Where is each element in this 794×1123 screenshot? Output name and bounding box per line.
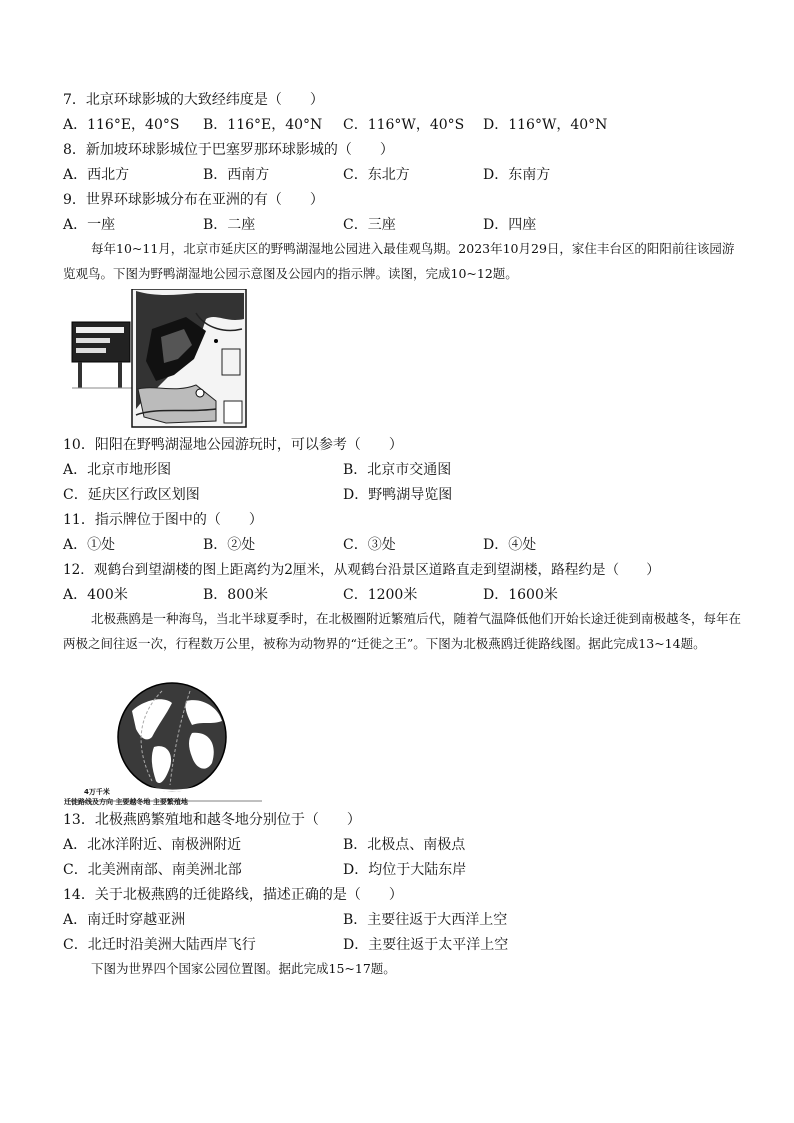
map-scale-label: 4万千米 — [84, 788, 110, 796]
q11-option-b: B．②处 — [203, 537, 256, 553]
question-7-stem: 7．北京环球影城的大致经纬度是（ ） — [63, 92, 324, 108]
question-9-stem: 9．世界环球影城分布在亚洲的有（ ） — [63, 192, 324, 208]
q12-option-b: B．800米 — [203, 587, 269, 603]
q7-option-a: A．116°E，40°S — [63, 117, 180, 133]
passage-arctic-tern: 北极燕鸥是一种海鸟，当北半球夏季时，在北极圈附近繁殖后代，随着气温降低他们开始长途迁徙到南极越冬，每年在两极之间往返一次，行程数万公里，被称为动物界的“迁徙之王”。下图为北极燕鸥迁徙路线图。据此完成13~14题。 — [63, 611, 742, 651]
q8-option-a: A．西北方 — [63, 167, 130, 183]
q13-option-a: A．北冰洋附近、南极洲附近 — [63, 837, 242, 853]
q7-option-b: B．116°E，40°N — [203, 117, 323, 133]
q7-option-c: C．116°W，40°S — [343, 117, 465, 133]
q14-option-d: D．主要往返于太平洋上空 — [343, 937, 509, 953]
q12-option-c: C．1200米 — [343, 587, 418, 603]
question-12-stem: 12．观鹤台到望湖楼的图上距离约为2厘米，从观鹤台沿景区道路直走到望湖楼，路程约是（ ） — [63, 562, 660, 578]
q10-option-d: D．野鸭湖导览图 — [343, 487, 453, 503]
question-14-stem: 14．关于北极燕鸥的迁徙路线，描述正确的是（ ） — [63, 887, 403, 903]
q13-option-b: B．北极点、南极点 — [343, 837, 466, 853]
q11-option-c: C．③处 — [343, 537, 396, 553]
wetland-park-figure — [66, 289, 248, 429]
wetland-park-map-image — [66, 289, 248, 429]
q13-option-d: D．均位于大陆东岸 — [343, 862, 467, 878]
q11-option-a: A．①处 — [63, 537, 116, 553]
q10-option-a: A．北京市地形图 — [63, 462, 172, 478]
question-8-stem: 8．新加坡环球影城位于巴塞罗那环球影城的（ ） — [63, 142, 394, 158]
question-13-stem: 13．北极燕鸥繁殖地和越冬地分别位于（ ） — [63, 812, 361, 828]
q9-option-d: D．四座 — [483, 217, 537, 233]
question-11-stem: 11．指示牌位于图中的（ ） — [63, 512, 263, 528]
q14-option-b: B．主要往返于大西洋上空 — [343, 912, 508, 928]
q8-option-b: B．西南方 — [203, 167, 270, 183]
q9-option-c: C．三座 — [343, 217, 396, 233]
q14-option-a: A．南迁时穿越亚洲 — [63, 912, 186, 928]
q14-option-c: C．北迁时沿美洲大陆西岸飞行 — [63, 937, 256, 953]
q13-option-c: C．北美洲南部、南美洲北部 — [63, 862, 242, 878]
q8-option-c: C．东北方 — [343, 167, 410, 183]
passage-national-parks: 下图为世界四个国家公园位置图。据此完成15~17题。 — [91, 961, 396, 976]
q9-option-a: A．一座 — [63, 217, 116, 233]
tern-migration-figure — [62, 681, 262, 807]
passage-wetland-park: 每年10~11月，北京市延庆区的野鸭湖湿地公园进入最佳观鸟期。2023年10月29日，家住丰台区的阳阳前往该园游览观鸟。下图为野鸭湖湿地公园示意图及公园内的指示牌。读图，完成10~12题。 — [63, 241, 735, 281]
q10-option-c: C．延庆区行政区划图 — [63, 487, 200, 503]
question-10-stem: 10．阳阳在野鸭湖湿地公园游玩时，可以参考（ ） — [63, 437, 403, 453]
q7-option-d: D．116°W，40°N — [483, 117, 608, 133]
q8-option-d: D．东南方 — [483, 167, 551, 183]
q10-option-b: B．北京市交通图 — [343, 462, 452, 478]
q12-option-d: D．1600米 — [483, 587, 558, 603]
signboard-image — [72, 322, 132, 388]
q9-option-b: B．二座 — [203, 217, 256, 233]
q11-option-d: D．④处 — [483, 537, 537, 553]
q12-option-a: A．400米 — [63, 587, 128, 603]
map-legend: 迁徙路线及方向 主要越冬地 主要繁殖地 — [64, 798, 188, 806]
